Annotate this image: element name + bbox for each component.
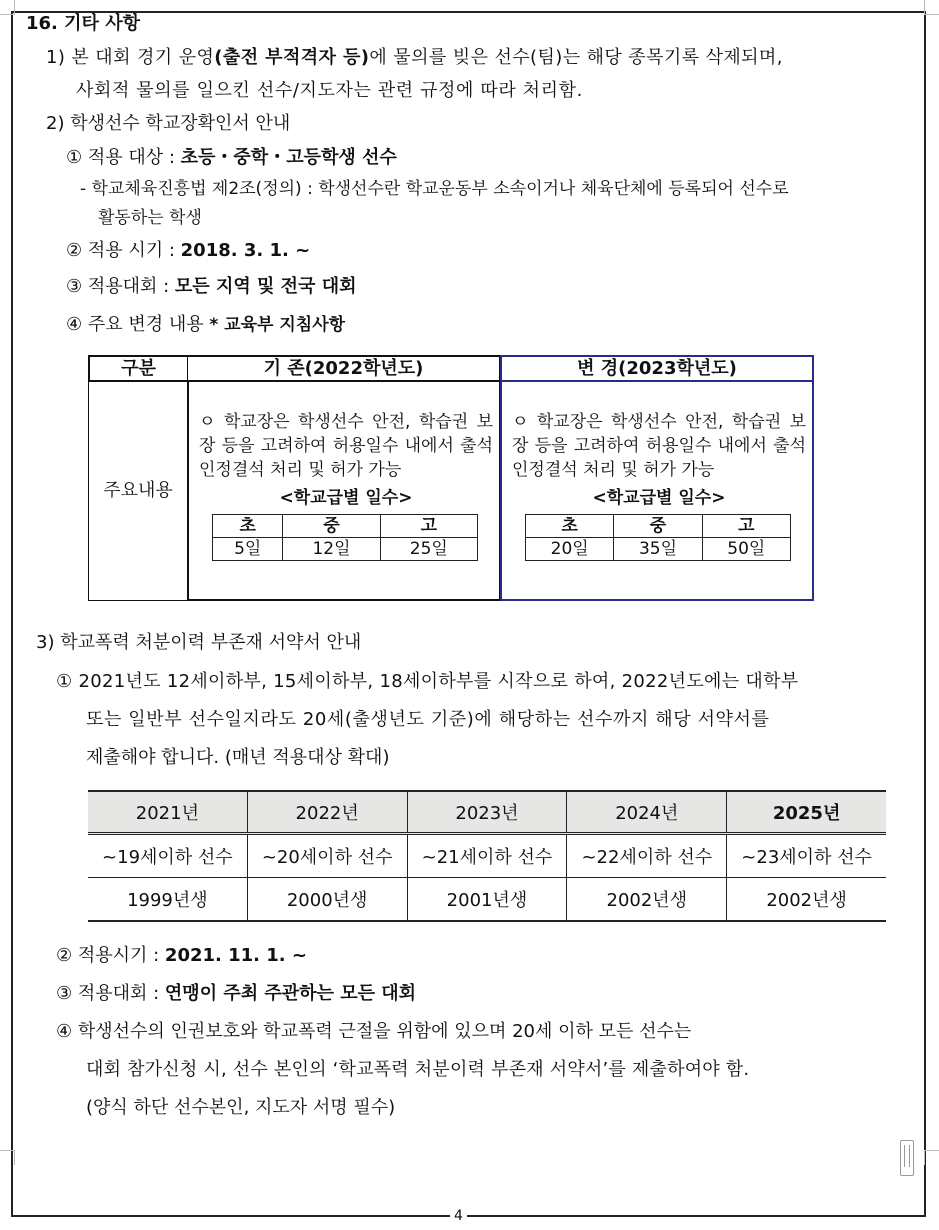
item2-target xyxy=(66,147,397,169)
label: ① 적용 대상 : xyxy=(66,147,181,168)
year-header: 2023년 xyxy=(407,791,567,834)
s3-competition xyxy=(56,983,416,1005)
level-high: 고 xyxy=(380,515,477,538)
after-text: ㅇ 학교장은 학생선수 안전, 학습권 보장 등을 고려하여 허용일수 내에서 출석인정결석 처리 및 허가 가능 xyxy=(512,412,806,480)
level-middle: 중 xyxy=(283,515,380,538)
year-header: 2024년 xyxy=(567,791,727,834)
age-cell: ~22세이하 선수 xyxy=(567,834,727,878)
days-value: 35일 xyxy=(614,538,702,561)
days-value: 50일 xyxy=(702,538,790,561)
age-table xyxy=(88,790,886,922)
header-after: 변 경(2023학년도) xyxy=(500,355,814,382)
year-header: 2021년 xyxy=(88,791,247,834)
after-cell xyxy=(500,381,814,601)
crop-mark xyxy=(924,1150,939,1165)
level-high: 고 xyxy=(702,515,790,538)
age-cell: ~19세이하 선수 xyxy=(88,834,247,878)
label: ② 적용 시기 : xyxy=(66,240,181,261)
days-value: 5일 xyxy=(213,538,283,561)
crop-mark xyxy=(924,0,939,15)
value: 2021. 11. 1. ~ xyxy=(164,945,307,966)
label: ② 적용시기 : xyxy=(56,945,165,966)
label: ③ 적용대회 : xyxy=(56,983,165,1004)
age-cell: ~20세이하 선수 xyxy=(247,834,407,878)
crop-mark xyxy=(0,0,15,15)
s3-period xyxy=(56,945,307,967)
header-before: 기 존(2022학년도) xyxy=(187,355,501,382)
section-title: 16. 기타 사항 xyxy=(26,13,140,34)
change-table xyxy=(88,355,814,601)
item2-law-line1: - 학교체육진흥법 제2조(정의) : 학생선수란 학교운동부 소속이거나 체육단체에 등록되어 선수로 xyxy=(80,179,789,199)
year-header: 2022년 xyxy=(247,791,407,834)
item1-line2: 사회적 물의를 일으킨 선수/지도자는 관련 규정에 따라 처리함. xyxy=(76,80,583,101)
crop-mark xyxy=(0,1150,15,1165)
days-value: 12일 xyxy=(283,538,380,561)
value: 모든 지역 및 전국 대회 xyxy=(174,276,357,297)
s3-p4-line1: ④ 학생선수의 인권보호와 학교폭력 근절을 위함에 있으며 20세 이하 모든 선수는 xyxy=(56,1021,692,1042)
item2-competition xyxy=(66,276,356,298)
item1-bold: (출전 부적격자 등) xyxy=(214,47,370,68)
value: 2018. 3. 1. ~ xyxy=(180,240,311,261)
item2-law-line2: 활동하는 학생 xyxy=(98,208,202,228)
value: * 교육부 지침사항 xyxy=(209,315,346,335)
label: ④ 주요 변경 내용 xyxy=(66,314,210,335)
s3-p4-line3: (양식 하단 선수본인, 지도자 서명 필수) xyxy=(86,1097,396,1118)
age-cell: ~23세이하 선수 xyxy=(727,834,886,878)
item1-text: 1) 본 대회 경기 운영 xyxy=(46,47,215,68)
birth-cell: 2001년생 xyxy=(407,878,567,922)
item2-changes xyxy=(66,314,345,336)
value: 초등・중학・고등학생 선수 xyxy=(180,147,397,168)
page-marker-icon xyxy=(900,1140,914,1176)
birth-cell: 2002년생 xyxy=(727,878,886,922)
level-elementary: 초 xyxy=(526,515,614,538)
item1-line1 xyxy=(46,47,783,69)
birth-cell: 2000년생 xyxy=(247,878,407,922)
row-label: 주요내용 xyxy=(88,381,188,601)
age-cell: ~21세이하 선수 xyxy=(407,834,567,878)
s3-p1-line1: ① 2021년도 12세이하부, 15세이하부, 18세이하부를 시작으로 하여, 2022년도에는 대학부 xyxy=(56,671,799,692)
birth-cell: 1999년생 xyxy=(88,878,247,922)
section3-title: 3) 학교폭력 처분이력 부존재 서약서 안내 xyxy=(36,632,362,653)
s3-p4-line2: 대회 참가신청 시, 선수 본인의 ‘학교폭력 처분이력 부존재 서약서’를 제출하여야 함. xyxy=(86,1059,750,1080)
item2-period xyxy=(66,240,310,262)
item2-title: 2) 학생선수 학교장확인서 안내 xyxy=(46,113,291,134)
before-subtitle: <학교급별 일수> xyxy=(279,488,413,508)
year-header: 2025년 xyxy=(727,791,886,834)
days-value: 25일 xyxy=(380,538,477,561)
before-cell xyxy=(187,381,501,601)
item1-text-post: 에 물의를 빚은 선수(팀)는 해당 종목기록 삭제되며, xyxy=(369,47,783,68)
birth-cell: 2002년생 xyxy=(567,878,727,922)
value: 연맹이 주최 주관하는 모든 대회 xyxy=(164,983,417,1004)
s3-p1-line3: 제출해야 합니다. (매년 적용대상 확대) xyxy=(86,747,390,768)
after-days-table xyxy=(525,514,791,561)
level-elementary: 초 xyxy=(213,515,283,538)
label: ③ 적용대회 : xyxy=(66,276,175,297)
after-subtitle: <학교급별 일수> xyxy=(592,488,726,508)
header-category: 구분 xyxy=(88,355,188,382)
s3-p1-line2: 또는 일반부 선수일지라도 20세(출생년도 기준)에 해당하는 선수까지 해당 서약서를 xyxy=(86,709,770,730)
before-days-table xyxy=(212,514,478,561)
level-middle: 중 xyxy=(614,515,702,538)
days-value: 20일 xyxy=(526,538,614,561)
before-text: ㅇ 학교장은 학생선수 안전, 학습권 보장 등을 고려하여 허용일수 내에서 출석인정결석 처리 및 허가 가능 xyxy=(199,412,493,480)
page-number: 4 xyxy=(450,1208,467,1224)
